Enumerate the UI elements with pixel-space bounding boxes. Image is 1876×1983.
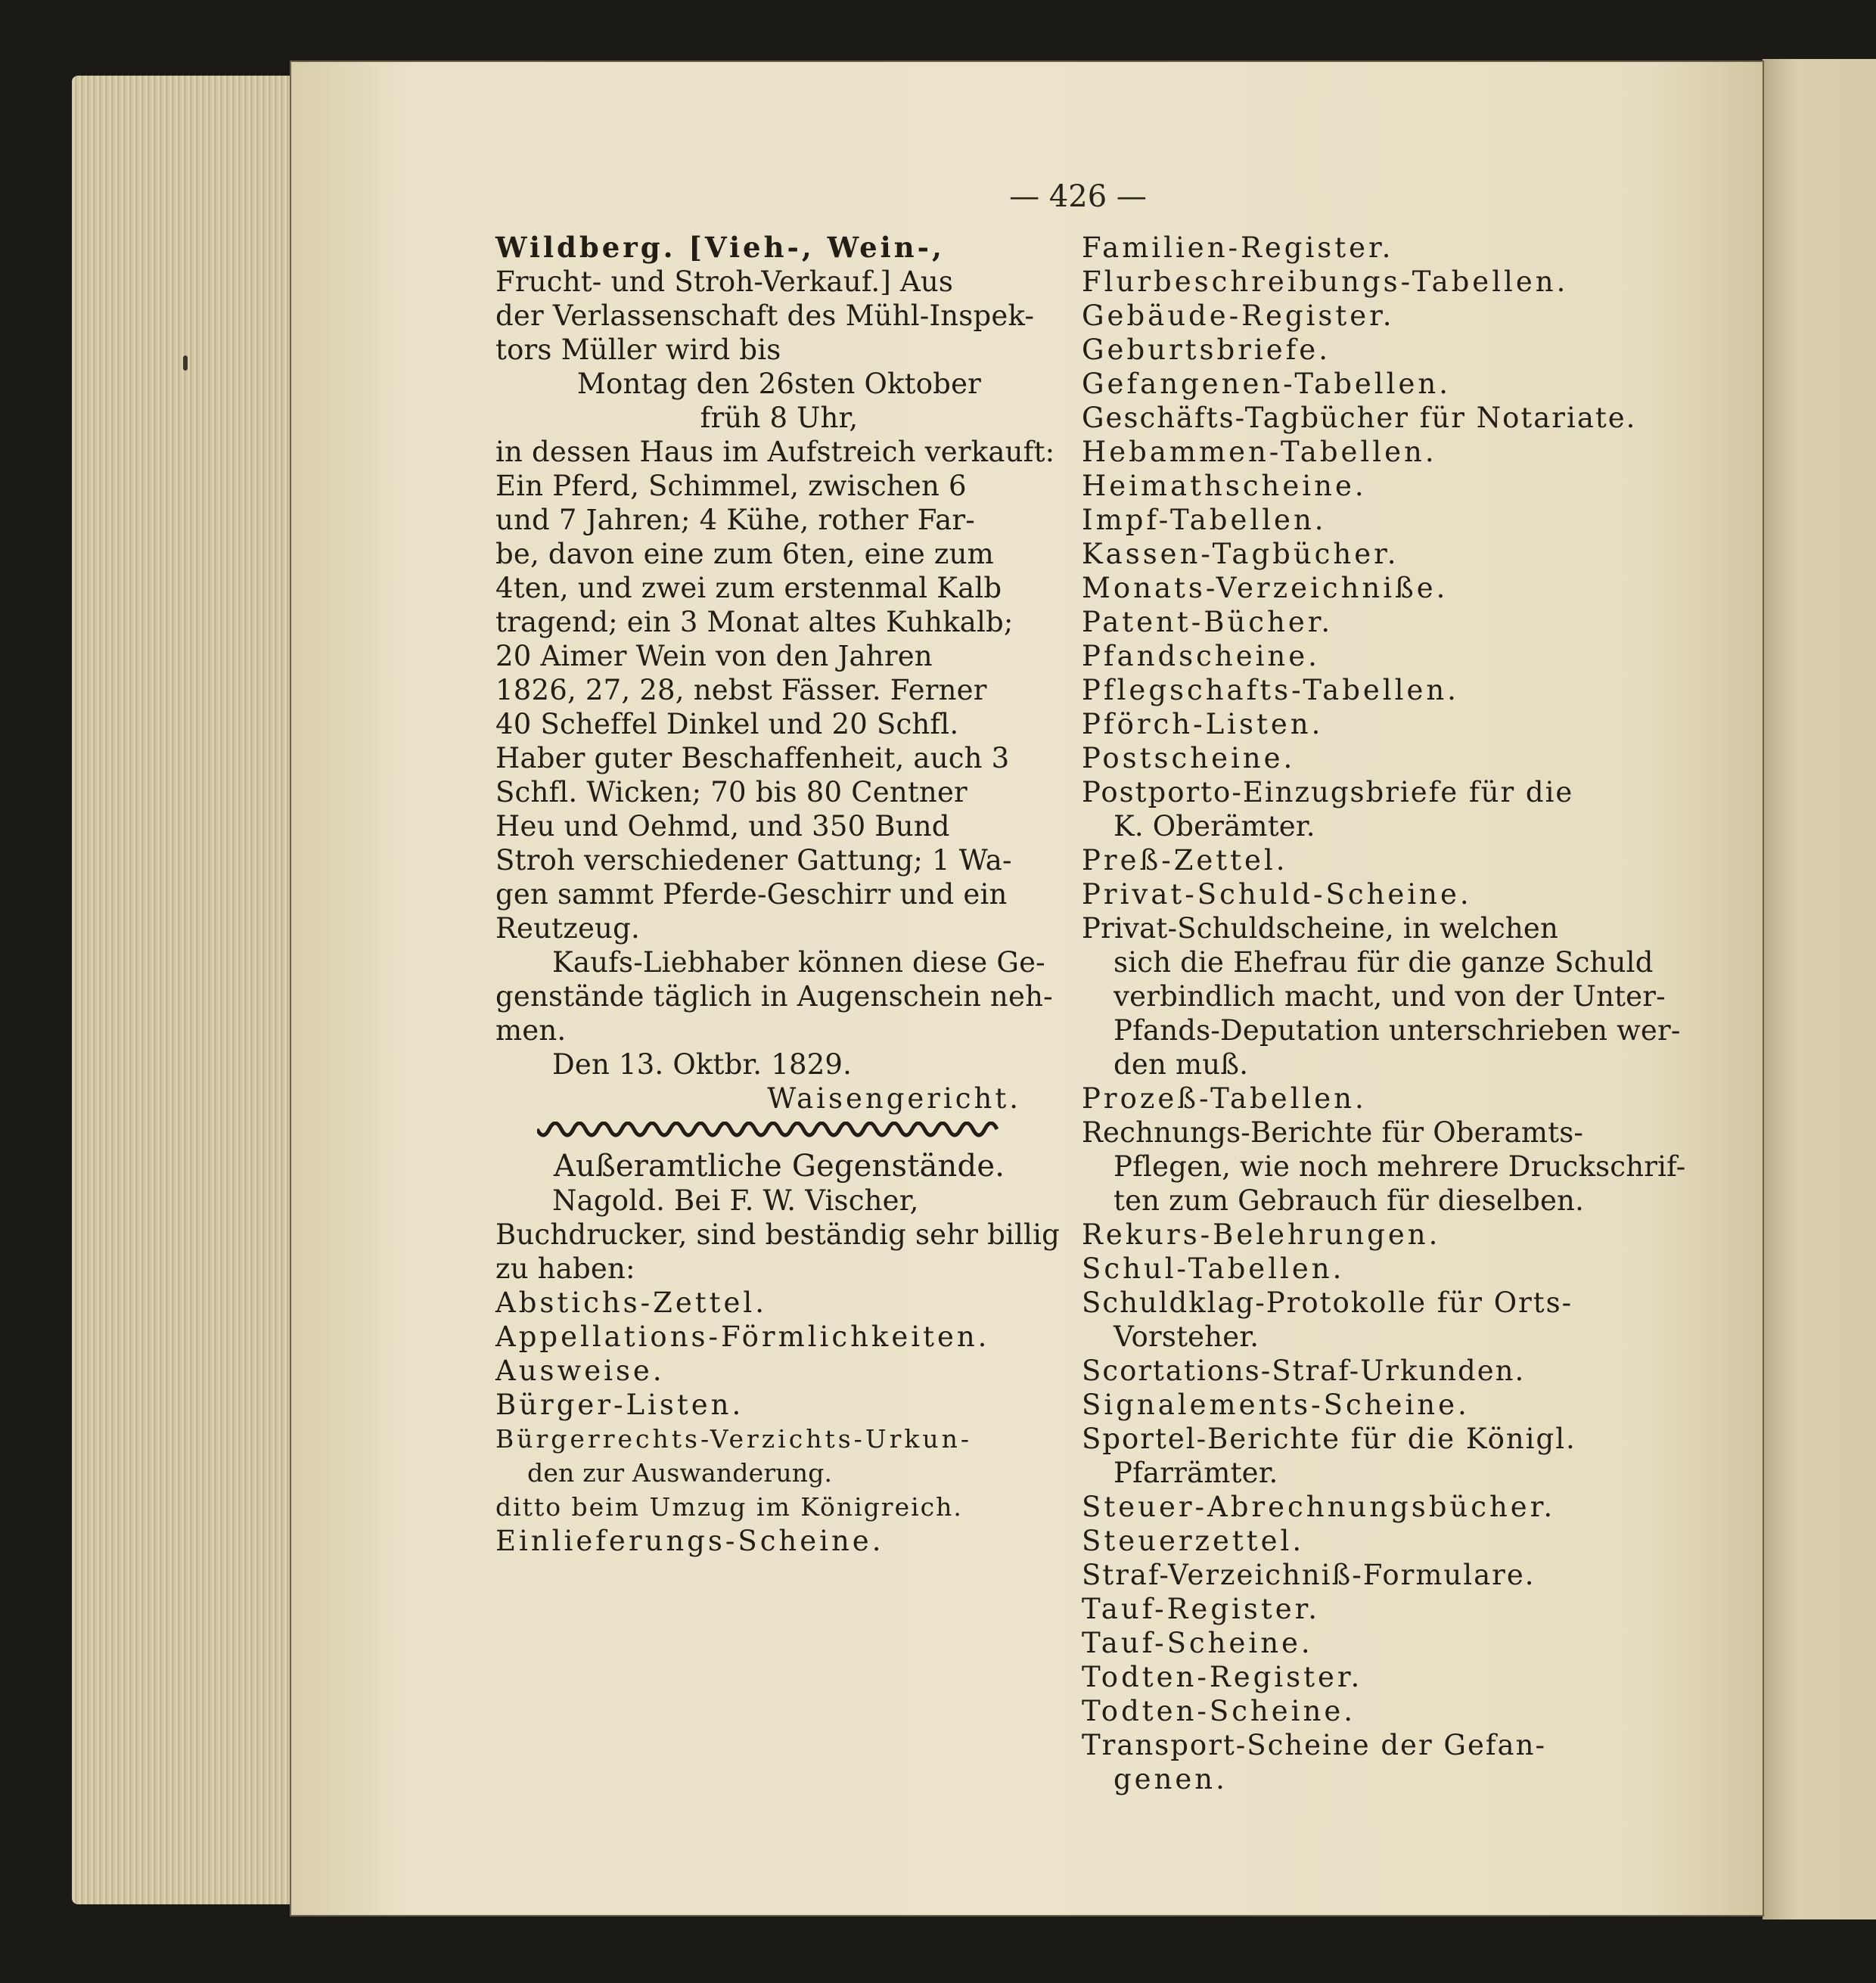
text-line: Nagold. Bei F. W. Vischer, [552, 1184, 919, 1217]
list-item: Schul-Tabellen. [1082, 1252, 1345, 1285]
list-item: Postporto-Einzugsbriefe für die [1082, 776, 1574, 808]
list-item: Pfarrämter. [1113, 1457, 1278, 1489]
list-item: Steuer-Abrechnungsbücher. [1082, 1491, 1556, 1523]
text-line: Ein Pferd, Schimmel, zwischen 6 [495, 470, 967, 502]
list-item: Flurbeschreibungs-Tabellen. [1082, 265, 1569, 298]
text-line: der Verlassenschaft des Mühl-Inspek- [495, 299, 1035, 332]
list-item: Familien-Register. [1082, 231, 1394, 264]
text-line: Stroh verschiedener Gattung; 1 Wa- [495, 844, 1012, 877]
list-item: Tauf-Scheine. [1082, 1627, 1313, 1659]
page-edges [72, 76, 306, 1904]
next-page-edge [1763, 59, 1876, 1919]
list-item: Appellations-Förmlichkeiten. [495, 1320, 990, 1353]
list-item: genen. [1113, 1763, 1228, 1795]
list-item: Schuldklag-Protokolle für Orts- [1082, 1286, 1573, 1319]
list-item: Transport-Scheine der Gefan- [1082, 1729, 1546, 1761]
text-line: 20 Aimer Wein von den Jahren [495, 640, 933, 672]
text-line: Reutzeug. [495, 912, 640, 945]
list-item: Prozeß-Tabellen. [1082, 1082, 1367, 1115]
list-item: Privat-Schuld-Scheine. [1082, 878, 1472, 911]
gutter-mark [183, 355, 188, 371]
list-item: Signalements-Scheine. [1082, 1389, 1470, 1421]
list-item: verbindlich macht, und von der Unter- [1113, 980, 1666, 1013]
text-line: men. [495, 1014, 567, 1047]
list-item: den muß. [1113, 1048, 1249, 1081]
list-item: Privat-Schuldscheine, in welchen [1082, 912, 1559, 945]
text-line: in dessen Haus im Aufstreich verkauft: [495, 436, 1055, 468]
list-item: Todten-Scheine. [1082, 1695, 1356, 1727]
list-item: Ausweise. [495, 1355, 665, 1387]
list-item: Kassen-Tagbücher. [1082, 538, 1399, 570]
dateline: Den 13. Oktbr. 1829. [552, 1048, 853, 1081]
list-item: K. Oberämter. [1113, 810, 1315, 843]
text-line: 40 Scheffel Dinkel und 20 Schfl. [495, 708, 959, 740]
text-line: Frucht- und Stroh-Verkauf.] Aus [495, 265, 954, 298]
list-item: Scortations-Straf-Urkunden. [1082, 1355, 1526, 1387]
list-item: ten zum Gebrauch für dieselben. [1113, 1184, 1585, 1217]
text-line: Kaufs-Liebhaber können diese Ge- [552, 946, 1045, 979]
list-item: sich die Ehefrau für die ganze Schuld [1113, 946, 1654, 979]
list-item: Patent-Bücher. [1082, 606, 1334, 638]
list-item: Geschäfts-Tagbücher für Notariate. [1082, 402, 1637, 434]
list-item: Einlieferungs-Scheine. [495, 1525, 884, 1557]
text-line: Wildberg. [Vieh-, Wein-, [495, 231, 945, 264]
list-item: Straf-Verzeichniß-Formulare. [1082, 1559, 1536, 1591]
list-item: Abstichs-Zettel. [495, 1286, 767, 1319]
text-line: tors Müller wird bis [495, 334, 781, 366]
list-item: Monats-Verzeichniße. [1082, 572, 1449, 604]
list-item: Postscheine. [1082, 742, 1296, 774]
section-heading: Außeramtliche Gegenstände. [553, 1149, 1005, 1184]
text-line: früh 8 Uhr, [700, 402, 859, 434]
text-line: tragend; ein 3 Monat altes Kuhkalb; [495, 606, 1014, 638]
list-item: Preß-Zettel. [1082, 844, 1288, 877]
text-line: be, davon eine zum 6ten, eine zum [495, 538, 994, 570]
list-item: Sportel-Berichte für die Königl. [1082, 1423, 1576, 1455]
list-item: Hebammen-Tabellen. [1082, 436, 1437, 468]
list-item: Heimathscheine. [1082, 470, 1367, 502]
list-item: Rechnungs-Berichte für Oberamts- [1082, 1116, 1584, 1149]
text-line: Haber guter Beschaffenheit, auch 3 [495, 742, 1010, 774]
list-item: Todten-Register. [1082, 1661, 1363, 1693]
list-item: Impf-Tabellen. [1082, 504, 1327, 536]
signature-line: Waisengericht. [767, 1082, 1021, 1115]
text-line: zu haben: [495, 1252, 635, 1285]
list-item: Rekurs-Belehrungen. [1082, 1218, 1441, 1251]
text-line: Schfl. Wicken; 70 bis 80 Centner [495, 776, 968, 808]
list-item: Pflegschafts-Tabellen. [1082, 674, 1459, 706]
list-item: Bürgerrechts-Verzichts-Urkun- [495, 1424, 973, 1454]
list-item: Tauf-Register. [1082, 1593, 1320, 1625]
text-line: 4ten, und zwei zum erstenmal Kalb [495, 572, 1002, 604]
list-item: Gefangenen-Tabellen. [1082, 368, 1451, 400]
page-number: — 426 — [1009, 179, 1147, 214]
list-item: Pflegen, wie noch mehrere Druckschrif- [1113, 1150, 1686, 1183]
list-item: Bürger-Listen. [495, 1389, 744, 1421]
list-item: Pfands-Deputation unterschrieben wer- [1113, 1014, 1681, 1047]
right-column [1082, 231, 1686, 1796]
list-item: Geburtsbriefe. [1082, 334, 1331, 366]
list-item: Gebäude-Register. [1082, 299, 1395, 332]
list-item: Pfandscheine. [1082, 640, 1320, 672]
text-line: Heu und Oehmd, und 350 Bund [495, 810, 950, 843]
text-line: Buchdrucker, sind beständig sehr billig [495, 1218, 1061, 1251]
list-item: den zur Auswanderung. [527, 1458, 833, 1488]
left-column [495, 231, 1063, 1558]
text-line: und 7 Jahren; 4 Kühe, rother Far- [495, 504, 975, 536]
text-line: gen sammt Pferde-Geschirr und ein [495, 878, 1008, 911]
list-item: ditto beim Umzug im Königreich. [495, 1492, 963, 1522]
list-item: Pförch-Listen. [1082, 708, 1324, 740]
wavy-divider [495, 1116, 1063, 1150]
list-item: Vorsteher. [1113, 1320, 1259, 1353]
text-line: genstände täglich in Augenschein neh- [495, 980, 1053, 1013]
text-line: Montag den 26sten Oktober [576, 368, 982, 400]
text-line: 1826, 27, 28, nebst Fässer. Ferner [495, 674, 987, 706]
list-item: Steuerzettel. [1082, 1525, 1305, 1557]
